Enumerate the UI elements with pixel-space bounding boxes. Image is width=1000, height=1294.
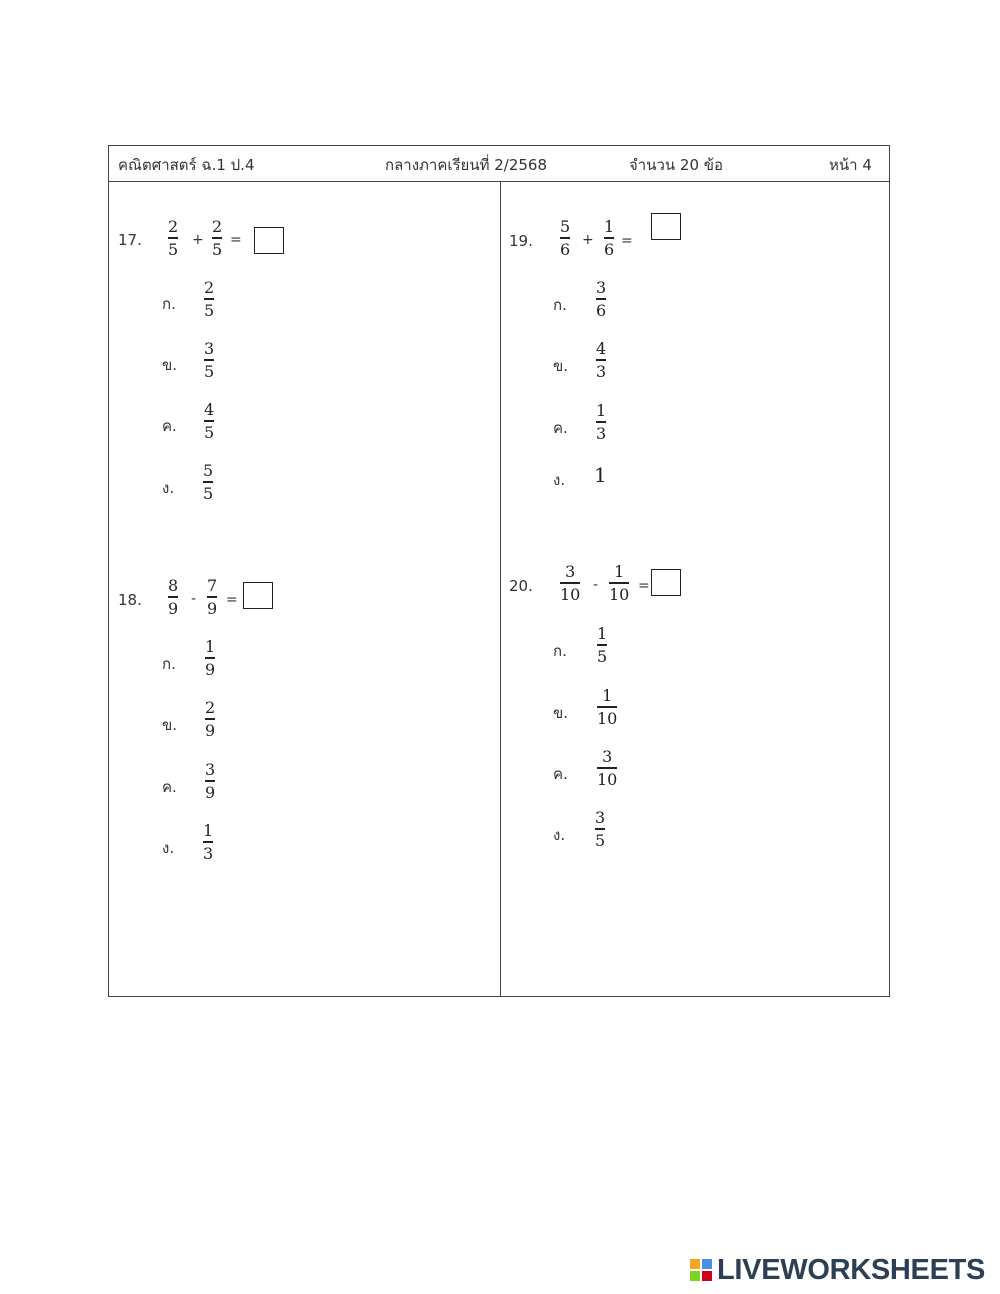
numerator: 2 (212, 217, 223, 236)
header-question-count: จำนวน 20 ข้อ (629, 156, 724, 174)
operator: + (582, 232, 594, 248)
choice-fraction (203, 821, 213, 863)
equals-sign: = (621, 233, 633, 249)
denominator: 5 (203, 483, 214, 503)
denominator: 9 (168, 598, 179, 618)
choice-fraction (597, 624, 607, 666)
denominator: 10 (597, 769, 618, 789)
denominator: 3 (596, 361, 607, 381)
choice-label: ก. (162, 655, 176, 673)
equals-sign: = (638, 578, 650, 594)
choice-label: ก. (162, 295, 176, 313)
denominator: 6 (604, 239, 615, 259)
question-number: 19. (509, 232, 533, 250)
numerator: 1 (614, 562, 625, 581)
numerator: 3 (205, 760, 216, 779)
answer-box[interactable] (243, 582, 273, 609)
numerator: 5 (560, 217, 571, 236)
equals-sign: = (230, 232, 242, 248)
choice-label: ง. (553, 471, 566, 489)
numerator: 2 (205, 698, 216, 717)
choice-fraction (597, 686, 617, 728)
choice-label: ง. (162, 479, 175, 497)
numerator: 4 (204, 400, 215, 419)
numerator: 2 (168, 217, 179, 236)
operand-b-fraction (609, 562, 629, 604)
denominator: 5 (597, 646, 608, 666)
operator: - (191, 591, 197, 607)
denominator: 3 (203, 843, 214, 863)
question-number: 18. (118, 591, 142, 609)
choice-fraction (597, 747, 617, 789)
choice-fraction (596, 401, 606, 443)
liveworksheets-icon (690, 1259, 714, 1283)
numerator: 5 (203, 461, 214, 480)
operator: - (593, 577, 599, 593)
choice-label: ง. (553, 826, 566, 844)
denominator: 5 (168, 239, 179, 259)
equals-sign: = (226, 592, 238, 608)
choice-label: ง. (162, 839, 175, 857)
choice-fraction (205, 637, 215, 679)
choice-fraction (205, 698, 215, 740)
denominator: 5 (212, 239, 223, 259)
operand-a-fraction (168, 576, 178, 618)
denominator: 9 (205, 720, 216, 740)
column-divider (500, 182, 501, 997)
numerator: 1 (602, 686, 613, 705)
question-number: 20. (509, 577, 533, 595)
choice-fraction (596, 339, 606, 381)
denominator: 9 (205, 659, 216, 679)
operand-a-fraction (168, 217, 178, 259)
choice-label: ก. (553, 642, 567, 660)
question-number: 17. (118, 231, 142, 249)
operand-b-fraction (604, 217, 614, 259)
denominator: 10 (597, 708, 618, 728)
header-subject: คณิตศาสตร์ ฉ.1 ป.4 (118, 156, 255, 174)
numerator: 3 (602, 747, 613, 766)
denominator: 5 (204, 300, 215, 320)
numerator: 3 (595, 808, 606, 827)
numerator: 3 (596, 278, 607, 297)
numerator: 4 (596, 339, 607, 358)
choice-fraction (203, 461, 213, 503)
choice-whole-number: 1 (594, 463, 607, 487)
logo-text: LIVEWORKSHEETS (717, 1254, 986, 1286)
denominator: 9 (205, 782, 216, 802)
numerator: 1 (596, 401, 607, 420)
header-term: กลางภาคเรียนที่ 2/2568 (385, 156, 548, 174)
choice-fraction (596, 278, 606, 320)
denominator: 10 (560, 584, 581, 604)
numerator: 1 (597, 624, 608, 643)
denominator: 6 (596, 300, 607, 320)
choice-label: ข. (162, 716, 178, 734)
choice-label: ค. (553, 419, 568, 437)
numerator: 1 (203, 821, 214, 840)
denominator: 5 (595, 830, 606, 850)
numerator: 8 (168, 576, 179, 595)
denominator: 9 (207, 598, 218, 618)
answer-box[interactable] (651, 569, 681, 596)
numerator: 1 (604, 217, 615, 236)
choice-label: ข. (553, 357, 569, 375)
choice-fraction (204, 400, 214, 442)
exam-sheet (108, 145, 890, 997)
choice-fraction (205, 760, 215, 802)
choice-fraction (204, 339, 214, 381)
logo-tile-e (702, 1271, 712, 1281)
choice-label: ค. (553, 765, 568, 783)
operand-a-fraction (560, 562, 580, 604)
operand-b-fraction (212, 217, 222, 259)
operand-a-fraction (560, 217, 570, 259)
numerator: 7 (207, 576, 218, 595)
denominator: 6 (560, 239, 571, 259)
logo-tile-l (690, 1259, 700, 1269)
choice-label: ค. (162, 778, 177, 796)
logo-tile-v (690, 1271, 700, 1281)
logo-tile-i (702, 1259, 712, 1269)
operator: + (192, 232, 204, 248)
answer-box[interactable] (651, 213, 681, 240)
denominator: 5 (204, 422, 215, 442)
choice-fraction (595, 808, 605, 850)
liveworksheets-logo (690, 1254, 985, 1287)
numerator: 3 (204, 339, 215, 358)
choice-fraction (204, 278, 214, 320)
numerator: 1 (205, 637, 216, 656)
denominator: 10 (609, 584, 630, 604)
choice-label: ค. (162, 417, 177, 435)
header-page-number: หน้า 4 (829, 156, 872, 174)
choice-label: ข. (553, 704, 569, 722)
answer-box[interactable] (254, 227, 284, 254)
numerator: 2 (204, 278, 215, 297)
exam-header (109, 146, 889, 182)
choice-label: ข. (162, 356, 178, 374)
operand-b-fraction (207, 576, 217, 618)
denominator: 3 (596, 423, 607, 443)
numerator: 3 (565, 562, 576, 581)
denominator: 5 (204, 361, 215, 381)
choice-label: ก. (553, 296, 567, 314)
